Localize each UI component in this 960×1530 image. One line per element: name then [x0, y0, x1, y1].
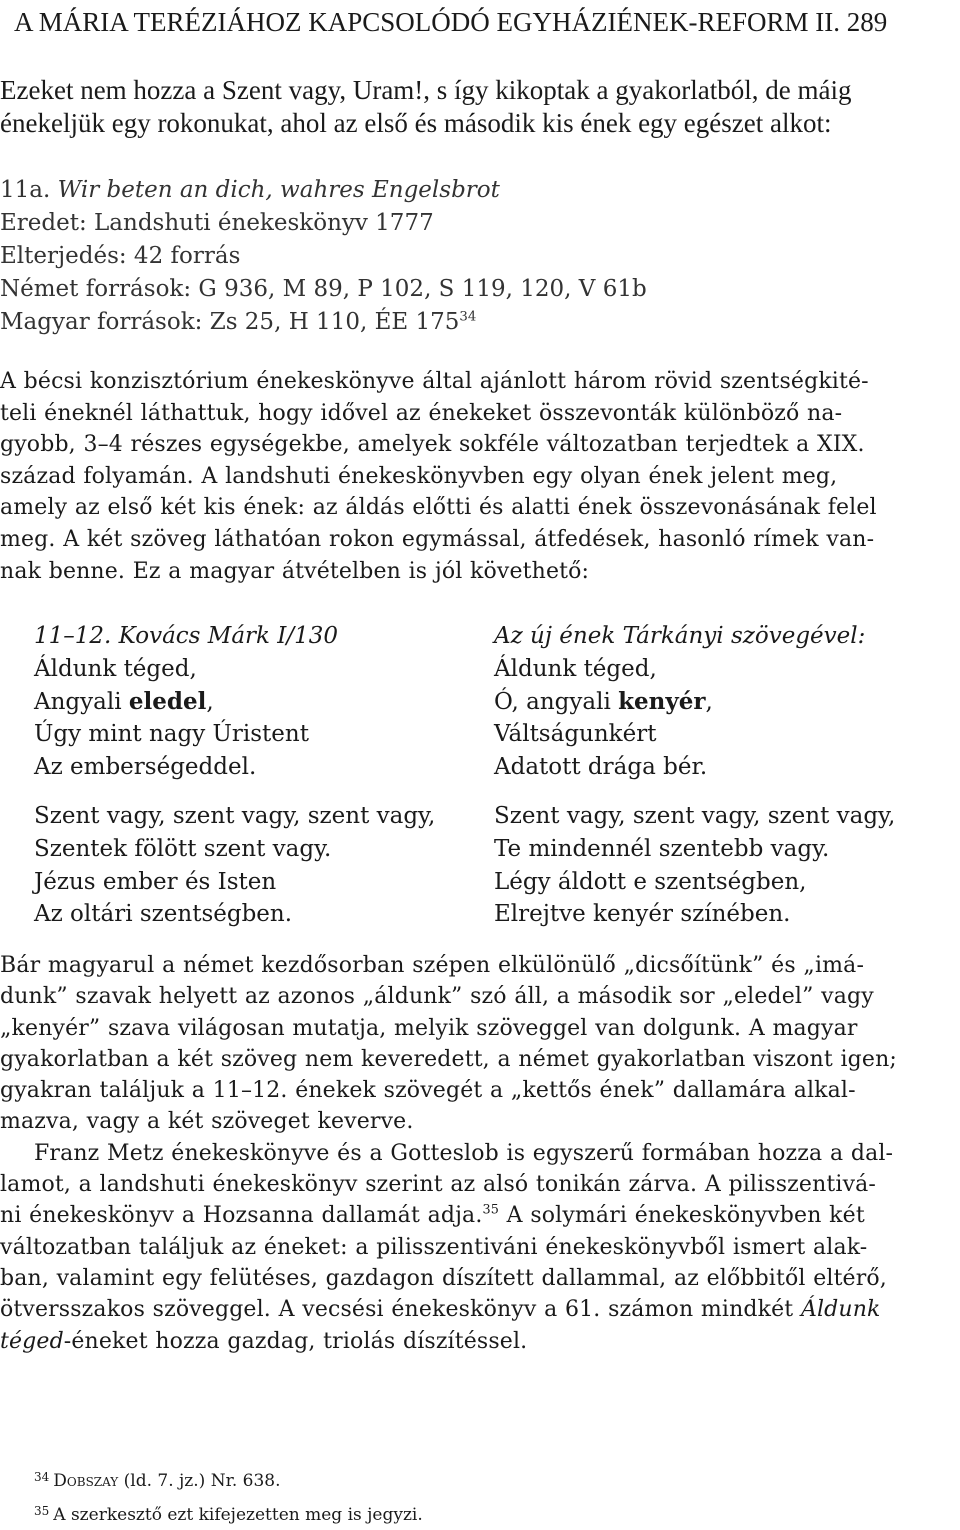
intro-paragraph [0, 74, 960, 140]
text-line: ban, valamint egy felütéses, gazdagon díszített dallammal, az előbbitől eltérő, [0, 1265, 887, 1291]
footnote-34 [34, 1462, 934, 1496]
footnote-number: 35 [34, 1504, 50, 1518]
text-line [0, 1200, 960, 1231]
hymn-metadata [0, 174, 960, 339]
text-line: gyakran találjuk a 11–12. énekek szövegét a „kettős ének” dallamára alkal- [0, 1078, 856, 1104]
verse-text: Ó, angyali [494, 688, 619, 715]
verse-line: Adatott drága bér. [494, 754, 708, 781]
verse-line: Légy áldott e szentségben, [494, 868, 807, 895]
intro-line: Ezeket nem hozza a Szent vagy, Uram!, s így kikoptak a gyakorlatból, de máig [0, 75, 852, 105]
text-segment: ni énekeskönyv a Hozsanna dallamát adja. [0, 1203, 483, 1229]
stanza-gap [494, 784, 895, 800]
verse-line: Te mindennél szentebb vagy. [494, 835, 830, 862]
footnotes [34, 1462, 934, 1530]
hymn-column-tarkanyi [494, 620, 895, 931]
hymn-title: Wir beten an dich, wahres Engelsbrot [57, 177, 500, 203]
hymn-hungarian-sources-line [0, 306, 960, 339]
footnote-ref-35[interactable]: 35 [482, 1203, 499, 1219]
verse-line: Az emberségeddel. [34, 754, 257, 781]
running-header [14, 6, 958, 38]
text-line: meg. A két szöveg láthatóan rokon egymással, átfedések, hasonló rímek van- [0, 526, 875, 552]
text-line: Bár magyarul a német kezdősorban szépen elkülönülő „dicsőítünk” és „imá- [0, 953, 865, 978]
column-heading [34, 620, 435, 653]
footnote-ref-34[interactable]: 34 [459, 309, 477, 325]
text-segment: ötversszakos szöveggel. A vecsési énekeskönyv a 61. számon mindkét [0, 1297, 801, 1323]
verse-line: Szent vagy, szent vagy, szent vagy, [494, 802, 896, 829]
hymn-column-kovacs [34, 620, 435, 931]
emphasized-word-kenyer: kenyér [618, 687, 706, 715]
verse-line: Jézus ember és Isten [34, 868, 277, 895]
column-heading-title: Kovács Márk I/130 [118, 623, 339, 649]
text-line: lamot, a landshuti énekeskönyv szerint az alsó tonikán zárva. A pilisszentivá- [0, 1172, 877, 1198]
verse-line [34, 686, 435, 719]
verse-line: Szent vagy, szent vagy, szent vagy, [34, 802, 436, 829]
page-number: 289 [846, 7, 888, 37]
footnote-text: A szerkesztő ezt kifejezetten meg is jegyzi. [53, 1505, 423, 1525]
footnote-35 [34, 1496, 934, 1530]
text-line: gyakorlatban a két szöveg nem keveredett, a német gyakorlatban viszont igen; [0, 1046, 897, 1072]
text-line [0, 1294, 960, 1325]
hymn-spread: Elterjedés: 42 forrás [0, 243, 241, 269]
stanza-gap [34, 784, 435, 800]
verse-punct: , [206, 688, 214, 715]
column-heading-number: 11–12. [34, 623, 112, 649]
text-line: mazva, vagy a két szöveget keverve. [0, 1109, 414, 1135]
verse-line: Az oltári szentségben. [34, 901, 293, 928]
verse-line: Szentek fölött szent vagy. [34, 835, 332, 862]
text-line [0, 1326, 960, 1357]
text-line: változatban találjuk az éneket: a pilisszentiváni énekeskönyvből ismert alak- [0, 1234, 868, 1260]
hymn-german-sources: Német források: G 936, M 89, P 102, S 119, 120, V 61b [0, 276, 647, 302]
text-line: gyobb, 3–4 részes egységekbe, amelyek sokféle változatban terjedtek a XIX. [0, 432, 865, 458]
hymn-number: 11a. [0, 177, 51, 203]
footnote-author: Dobszay [53, 1471, 119, 1491]
text-line: A bécsi konzisztórium énekeskönyve által ajánlott három rövid szentségkité- [0, 369, 869, 394]
verse-line: Áldunk téged, [34, 655, 197, 682]
intro-line: énekeljük egy rokonukat, ahol az első és második kis ének egy egészet alkot: [0, 108, 832, 138]
hymn-origin: Eredet: Landshuti énekeskönyv 1777 [0, 210, 434, 236]
verse-line: Áldunk téged, [494, 655, 657, 682]
verse-punct: , [705, 688, 713, 715]
text-segment: -éneket hozza gazdag, triolás díszítéssel. [63, 1328, 528, 1354]
verse-line: Váltságunkért [494, 721, 657, 748]
verse-text: Angyali [34, 688, 129, 715]
body-text-lower [0, 950, 960, 1357]
emphasized-word-eledel: eledel [128, 687, 207, 715]
text-line: Franz Metz énekeskönyve és a Gotteslob is egyszerű formában hozza a dal- [34, 1140, 894, 1166]
text-line: nak benne. Ez a magyar átvételben is jól követhető: [0, 558, 590, 584]
column-heading: Az új ének Tárkányi szövegével: [494, 623, 866, 649]
text-segment: A solymári énekeskönyvben két [499, 1203, 865, 1229]
text-line: teli éneknél láthattuk, hogy idővel az énekeket összevonták különböző na- [0, 400, 843, 426]
italic-title-aldunk: Áldunk [800, 1297, 881, 1323]
text-line: dunk” szavak helyett az azonos „áldunk” szó áll, a második sor „eledel” vagy [0, 984, 874, 1010]
verse-line: Elrejtve kenyér színében. [494, 901, 791, 928]
verse-line [494, 686, 895, 719]
footnote-number: 34 [34, 1470, 50, 1484]
text-line: „kenyér” szava világosan mutatja, melyik szöveggel van dolgunk. A magyar [0, 1015, 858, 1041]
italic-title-teged: téged [0, 1328, 64, 1354]
verse-line: Úgy mint nagy Úristent [34, 721, 309, 748]
text-line: amely az első két kis ének: az áldás előtti és alatti ének összevonásának felel [0, 495, 877, 521]
running-title: A MÁRIA TERÉZIÁHOZ KAPCSOLÓDÓ EGYHÁZIÉNEK-REFORM II. [14, 7, 840, 37]
hymn-title-line [0, 174, 960, 207]
text-line: század folyamán. A landshuti énekeskönyvben egy olyan ének jelent meg, [0, 463, 838, 489]
hymn-hungarian-sources: Magyar források: Zs 25, H 110, ÉE 175 [0, 309, 460, 335]
footnote-text: (ld. 7. jz.) Nr. 638. [118, 1471, 281, 1491]
paragraph-consistory [0, 366, 960, 587]
